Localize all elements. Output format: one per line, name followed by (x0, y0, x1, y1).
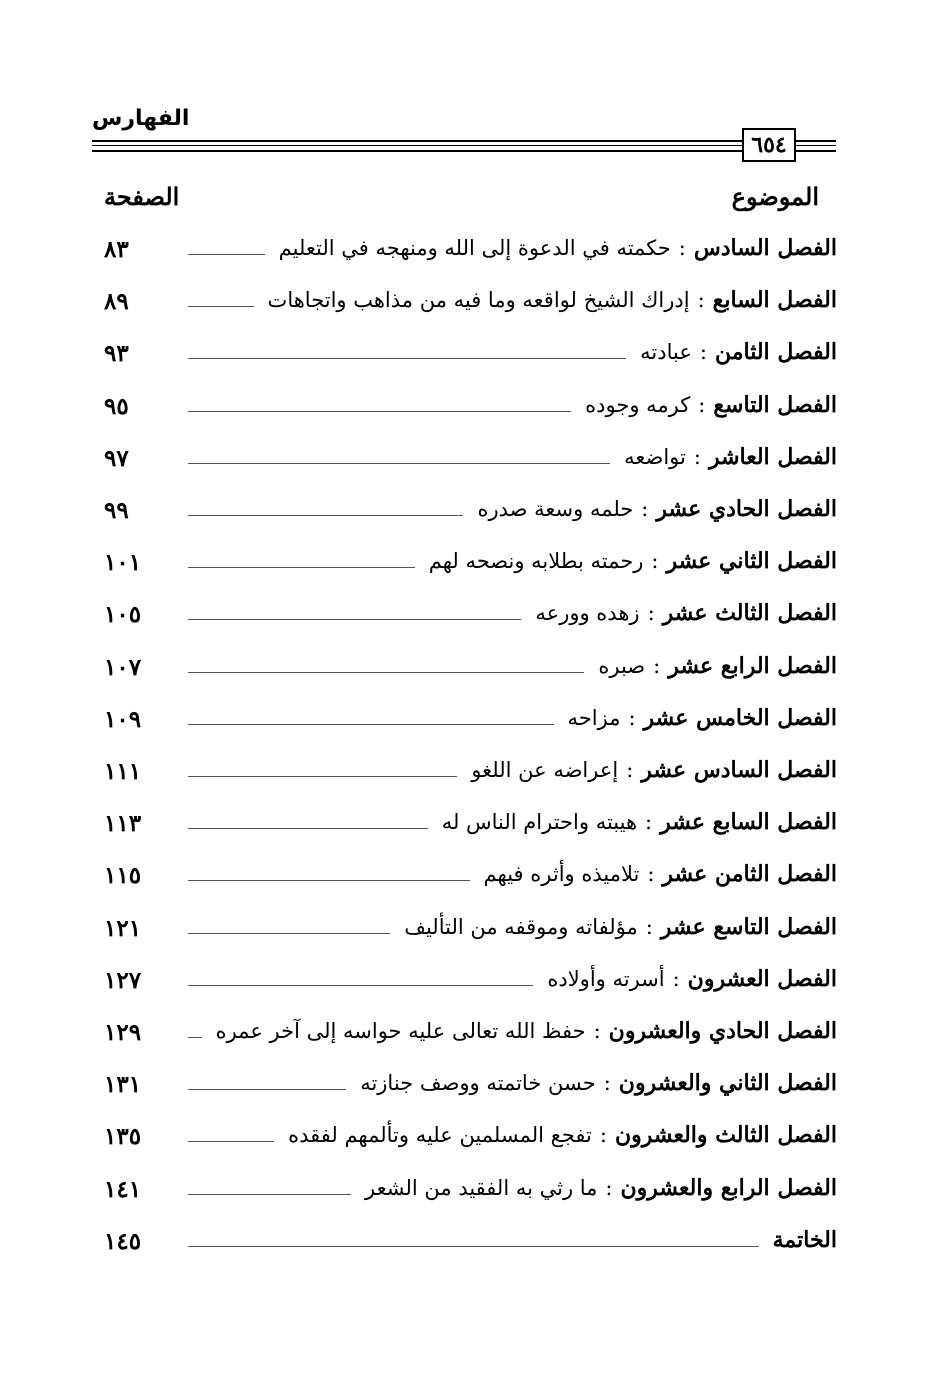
page-number: ٦٥٤ (742, 128, 796, 162)
toc-row (0, 489, 937, 533)
leader-line (188, 567, 415, 568)
separator: : (672, 966, 680, 991)
leader-line (188, 672, 584, 673)
separator: : (651, 549, 659, 574)
chapter-label: الفصل السابع (712, 287, 837, 314)
toc-entry (429, 541, 837, 581)
toc-page-number: ١١١ (104, 758, 142, 785)
separator: : (647, 601, 655, 626)
column-header-page: الصفحة (104, 182, 180, 211)
chapter-title: حفظ الله تعالى عليه حواسه إلى آخر عمره (215, 1019, 586, 1043)
separator: : (641, 497, 649, 521)
toc-entry (365, 1168, 837, 1208)
toc-entry (404, 907, 837, 947)
toc-page-number: ٨٩ (104, 288, 129, 316)
toc-page-number: ١٢٩ (104, 1019, 142, 1046)
chapter-label: الفصل الثامن (714, 339, 837, 366)
separator: : (699, 340, 707, 365)
chapter-label: الفصل التاسع (713, 391, 837, 418)
toc-row (0, 437, 937, 481)
toc-entry (268, 280, 837, 320)
separator: : (599, 1123, 607, 1148)
leader-line (188, 358, 626, 359)
toc-entry (477, 489, 837, 529)
toc-page-number: ١٤١ (104, 1175, 142, 1203)
separator: : (626, 758, 634, 782)
chapter-title: تلاميذه وأثره فيهم (483, 862, 640, 887)
leader-line (188, 306, 254, 307)
leader-line (188, 1194, 351, 1195)
leader-line (188, 828, 428, 829)
chapter-label: الفصل الخامس عشر (643, 704, 837, 731)
toc-row (0, 593, 937, 637)
toc-page-number: ١٠٩ (104, 705, 142, 733)
toc-page-number: ١٠٧ (104, 653, 142, 681)
toc-entry (535, 593, 837, 633)
chapter-label: الفصل السادس عشر (641, 757, 837, 783)
chapter-label: الفصل السادس (693, 235, 837, 261)
toc-entry (484, 854, 837, 894)
toc-entry (640, 332, 837, 372)
toc-row (0, 646, 937, 690)
toc-row (0, 959, 937, 1003)
leader-line (188, 254, 265, 255)
header-rule (92, 150, 836, 152)
chapter-label: الفصل الرابع عشر (668, 652, 837, 679)
toc-page-number: ١٢١ (104, 914, 142, 942)
chapter-label: الفصل الرابع والعشرون (620, 1174, 837, 1201)
column-header-topic: الموضوع (731, 182, 819, 211)
leader-line (188, 880, 470, 881)
toc-page-number: ٩٣ (104, 340, 129, 368)
separator: : (603, 1071, 611, 1096)
toc-page-number: ١١٥ (104, 862, 142, 890)
leader-line (188, 933, 390, 934)
separator: : (678, 236, 686, 260)
header-rule-thin (92, 145, 836, 146)
toc-page-number: ٩٥ (104, 392, 129, 420)
toc-page-number: ١٤٥ (104, 1227, 142, 1255)
chapter-title: حلمه وسعة صدره (477, 497, 634, 521)
toc-row (0, 1063, 937, 1107)
toc-row (0, 541, 937, 585)
toc-row (0, 280, 937, 324)
chapter-title: أسرته وأولاده (547, 966, 665, 991)
separator: : (693, 444, 701, 469)
toc-row (0, 1011, 937, 1055)
toc-row (0, 698, 937, 742)
chapter-title: مؤلفاته وموقفه من التأليف (404, 914, 638, 939)
toc-row (0, 332, 937, 376)
toc-entry (547, 959, 837, 999)
toc-entry (360, 1063, 837, 1103)
toc-entry (624, 437, 837, 477)
toc-row (0, 1220, 937, 1264)
leader-line (188, 411, 571, 412)
leader-line (188, 724, 554, 725)
leader-line (188, 619, 521, 620)
toc-row (0, 1115, 937, 1159)
chapter-label: الفصل العشرون (687, 965, 837, 992)
separator: : (653, 653, 661, 678)
toc-row (0, 854, 937, 898)
leader-line (188, 1141, 274, 1142)
toc-page-number: ١٠٥ (104, 601, 142, 629)
separator: : (697, 288, 705, 313)
chapter-label: الفصل الثاني والعشرون (618, 1070, 837, 1097)
running-title: الفهارس (92, 106, 190, 131)
chapter-label: الفصل الثاني عشر (666, 548, 837, 575)
toc-entry (442, 802, 837, 842)
separator: : (628, 705, 636, 730)
leader-line (188, 776, 457, 777)
toc-entry (568, 698, 837, 738)
chapter-title: مزاحه (567, 705, 621, 730)
chapter-title: صبره (598, 653, 646, 678)
chapter-title: حكمته في الدعوة إلى الله ومنهجه في التعليم (278, 236, 671, 260)
toc-page-number: ١٣٥ (104, 1123, 142, 1151)
separator: : (645, 914, 653, 939)
separator: : (647, 862, 655, 887)
toc-row (0, 1168, 937, 1212)
toc-page-number: ١٣١ (104, 1071, 142, 1099)
chapter-title: إعراضه عن اللغو (471, 758, 619, 782)
separator: : (605, 1175, 613, 1200)
separator: : (593, 1019, 601, 1043)
toc-page-number: ١٢٧ (104, 966, 142, 994)
chapter-label: الفصل الحادي والعشرون (608, 1018, 837, 1044)
toc-page-number: ١١٣ (104, 810, 142, 838)
toc-row (0, 228, 937, 272)
chapter-label: الفصل الثامن عشر (662, 861, 837, 888)
chapter-title: تفجع المسلمين عليه وتألمهم لفقده (288, 1123, 592, 1148)
toc-entry (471, 750, 837, 790)
leader-line (188, 1246, 759, 1247)
header-rule (92, 140, 836, 142)
chapter-label: الفصل السابع عشر (660, 809, 837, 836)
chapter-title: كرمه وجوده (585, 392, 691, 417)
chapter-title: ما رثي به الفقيد من الشعر (365, 1175, 598, 1200)
leader-line (188, 1037, 202, 1038)
chapter-label: الفصل الحادي عشر (656, 496, 837, 522)
separator: : (645, 810, 653, 835)
toc-entry (598, 646, 837, 686)
chapter-label: الفصل التاسع عشر (660, 913, 837, 940)
chapter-title: عبادته (640, 340, 692, 365)
chapter-label: الخاتمة (772, 1226, 837, 1253)
separator: : (698, 392, 706, 417)
chapter-label: الفصل العاشر (708, 443, 837, 470)
toc-entry (773, 1220, 837, 1260)
leader-line (188, 985, 533, 986)
toc-entry (279, 228, 837, 268)
leader-line (188, 1089, 346, 1090)
toc-row (0, 750, 937, 794)
toc-row (0, 802, 937, 846)
toc-entry (216, 1011, 837, 1051)
chapter-title: إدراك الشيخ لواقعه وما فيه من مذاهب واتجاهات (267, 288, 690, 313)
leader-line (188, 515, 463, 516)
toc-row (0, 385, 937, 429)
chapter-title: حسن خاتمته ووصف جنازته (360, 1071, 596, 1096)
chapter-title: رحمته بطلابه ونصحه لهم (428, 549, 644, 574)
chapter-label: الفصل الثالث عشر (662, 600, 837, 627)
chapter-label: الفصل الثالث والعشرون (614, 1122, 837, 1149)
toc-row (0, 907, 937, 951)
toc-entry (288, 1115, 837, 1155)
toc-entry (585, 385, 837, 425)
toc-page-number: ١٠١ (104, 549, 142, 577)
toc-page-number: ٨٣ (104, 236, 129, 263)
leader-line (188, 463, 610, 464)
chapter-title: زهده وورعه (535, 601, 640, 626)
toc-page-number: ٩٩ (104, 497, 129, 524)
chapter-title: هيبته واحترام الناس له (441, 810, 638, 835)
toc-page-number: ٩٧ (104, 444, 129, 472)
chapter-title: تواضعه (624, 444, 686, 469)
